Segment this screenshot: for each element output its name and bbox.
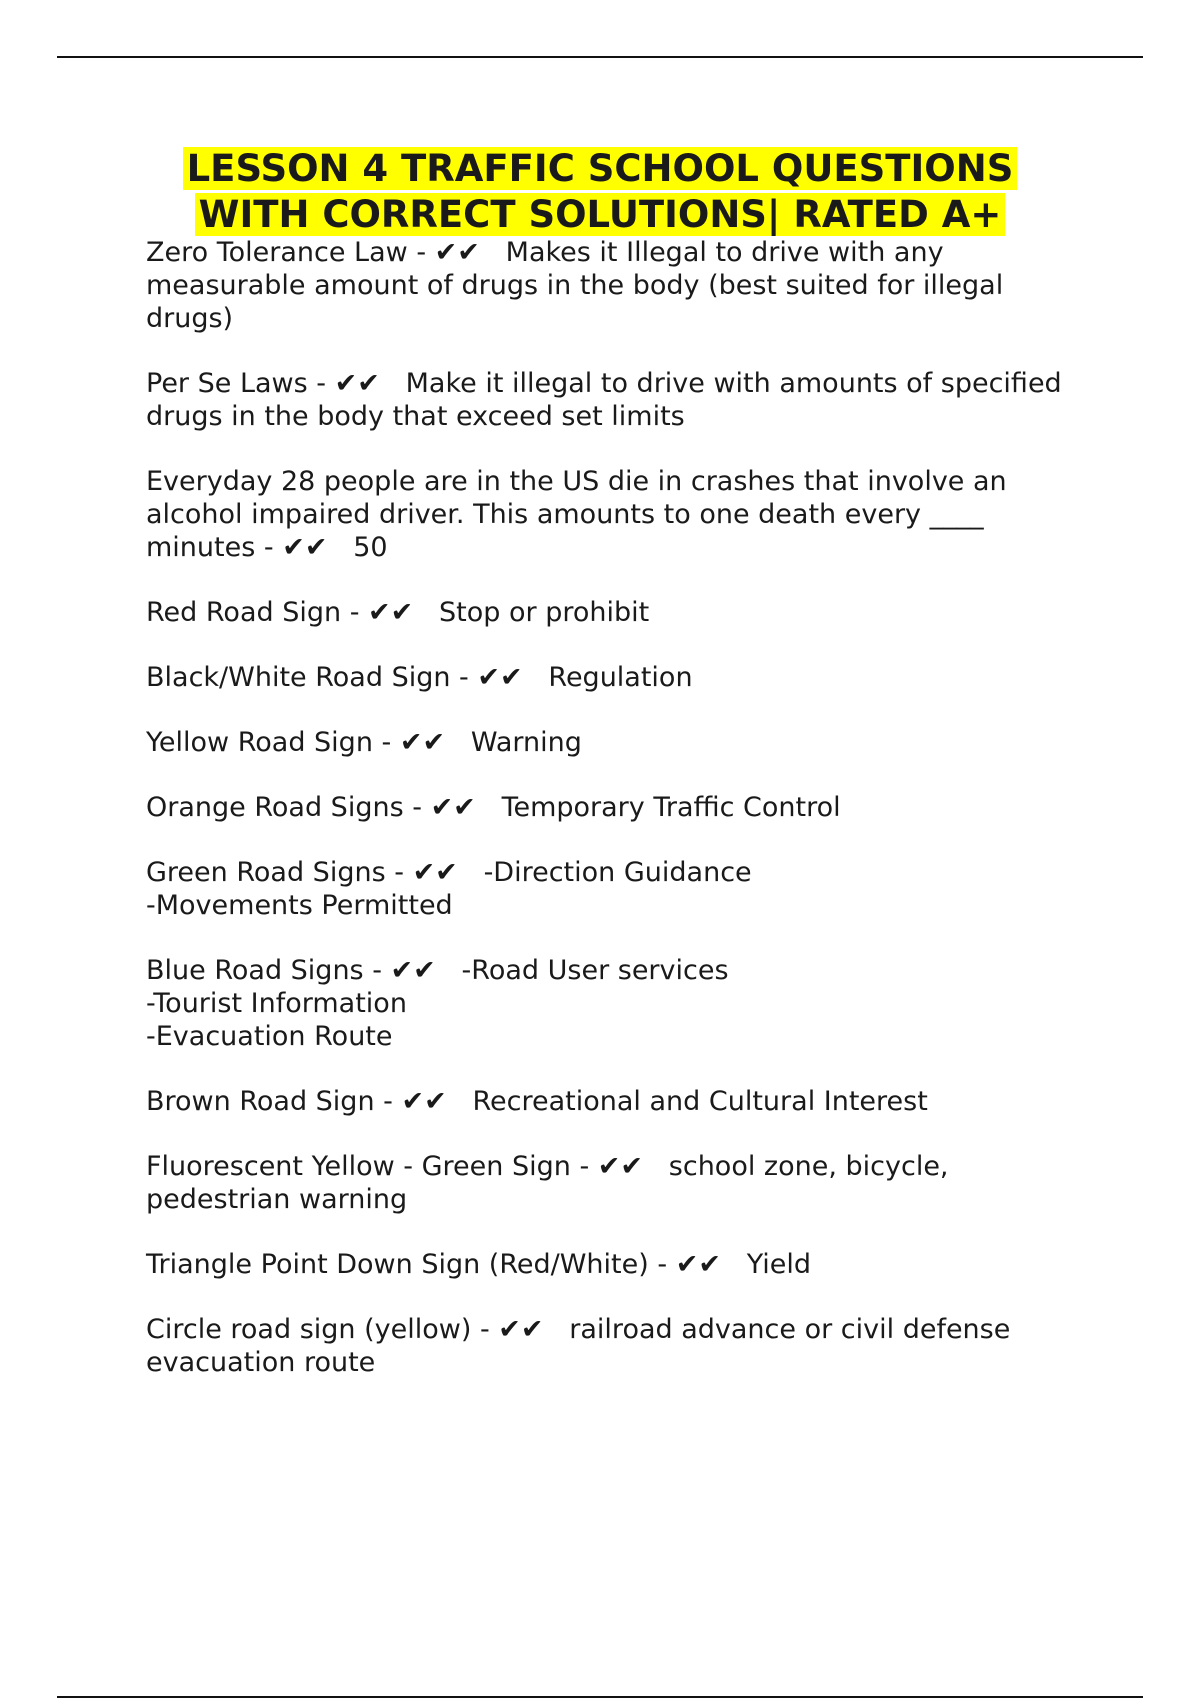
entry-first-line [146,726,1066,759]
entry-first-line [146,1150,1066,1216]
entry-answer: Regulation [548,662,693,693]
double-check-icon: ✔✔ [282,532,328,563]
entry-term: Black/White Road Sign [146,662,451,693]
entry-term: Yellow Road Sign [146,727,373,758]
entry-answer-line: -Evacuation Route [146,1021,393,1052]
entry-answer: Yield [746,1249,811,1280]
entry-answer: Recreational and Cultural Interest [472,1086,928,1117]
entry-answer-line: -Movements Permitted [146,890,453,921]
entry-first-line [146,661,1066,694]
entry-answer: 50 [353,532,388,563]
entry-separator: - [450,662,478,693]
entry-first-line [146,791,1066,824]
flashcard-entry [146,954,1066,1053]
entry-term: Green Road Signs [146,857,386,888]
document-title [0,146,1200,238]
entry-separator: - [403,792,431,823]
entry-separator: - [407,237,435,268]
double-check-icon: ✔✔ [430,792,476,823]
title-line-1: LESSON 4 TRAFFIC SCHOOL QUESTIONS [183,147,1018,190]
entry-separator: - [374,1086,402,1117]
entry-answer: -Direction Guidance [483,857,752,888]
double-check-icon: ✔✔ [675,1249,721,1280]
double-check-icon: ✔✔ [401,1086,447,1117]
flashcard-entry [146,465,1066,564]
entry-term: Circle road sign (yellow) [146,1314,472,1345]
entry-answer: Warning [470,727,582,758]
entry-term: Brown Road Sign [146,1086,375,1117]
entry-first-line [146,367,1071,433]
entry-answer: Stop or prohibit [439,597,650,628]
entry-answer: Make it illegal to drive with amounts of specified drugs in the body that exceed set limits [146,368,1071,432]
entry-separator: - [255,532,283,563]
double-check-icon: ✔✔ [334,368,380,399]
flashcard-entry [146,236,1066,335]
double-check-icon: ✔✔ [597,1151,644,1182]
entry-first-line [146,465,1066,564]
entry-answer: Makes it Illegal to drive with any measurable amount of drugs in the body (best suited for illegal drugs) [146,237,1012,334]
bottom-rule [57,1696,1143,1698]
double-check-icon: ✔✔ [368,597,414,628]
double-check-icon: ✔✔ [390,955,436,986]
flashcard-entry [146,1085,1066,1118]
double-check-icon: ✔✔ [498,1314,544,1345]
entry-separator: - [307,368,335,399]
entry-separator: - [471,1314,499,1345]
flashcard-entry [146,1313,1066,1379]
entry-first-line [146,1085,1066,1118]
entry-first-line [146,596,1066,629]
entry-separator: - [648,1249,676,1280]
title-line-2: WITH CORRECT SOLUTIONS| RATED A+ [195,193,1006,236]
flashcard-entry [146,726,1066,759]
flashcard-entry [146,596,1066,629]
entry-answer-line: -Tourist Information [146,988,407,1019]
entry-first-line [146,856,1066,889]
flashcard-entry [146,856,1066,922]
entry-first-line [146,1313,1066,1379]
entry-answer: -Road User services [461,955,729,986]
flashcard-entry [146,367,1071,433]
entry-separator: - [341,597,369,628]
entry-term: Fluorescent Yellow - Green Sign [146,1151,571,1182]
entry-answer: school zone, bicycle, pedestrian warning [146,1151,958,1215]
entry-separator: - [363,955,391,986]
double-check-icon: ✔✔ [477,662,523,693]
entry-term: Orange Road Signs [146,792,404,823]
flashcard-entry [146,1248,1066,1281]
entry-answer: Temporary Traffic Control [501,792,841,823]
entry-term: Zero Tolerance Law [146,237,408,268]
flashcard-entry [146,661,1066,694]
entry-first-line [146,1248,1066,1281]
entry-first-line [146,954,1066,987]
flashcard-list [146,236,1071,1411]
entry-separator: - [570,1151,598,1182]
entry-separator: - [372,727,400,758]
entry-answer: railroad advance or civil defense evacuation route [146,1314,1019,1378]
double-check-icon: ✔✔ [399,727,446,758]
entry-term: Everyday 28 people are in the US die in crashes that involve an alcohol impaired driver. This amounts to one death every ____ minutes [146,466,1016,563]
flashcard-entry [146,791,1066,824]
entry-term: Triangle Point Down Sign (Red/White) [146,1249,649,1280]
entry-first-line [146,236,1066,335]
entry-separator: - [385,857,413,888]
entry-term: Per Se Laws [146,368,308,399]
entry-term: Blue Road Signs [146,955,364,986]
double-check-icon: ✔✔ [412,857,458,888]
top-rule [57,56,1143,58]
flashcard-entry [146,1150,1066,1216]
double-check-icon: ✔✔ [434,237,480,268]
entry-term: Red Road Sign [146,597,342,628]
